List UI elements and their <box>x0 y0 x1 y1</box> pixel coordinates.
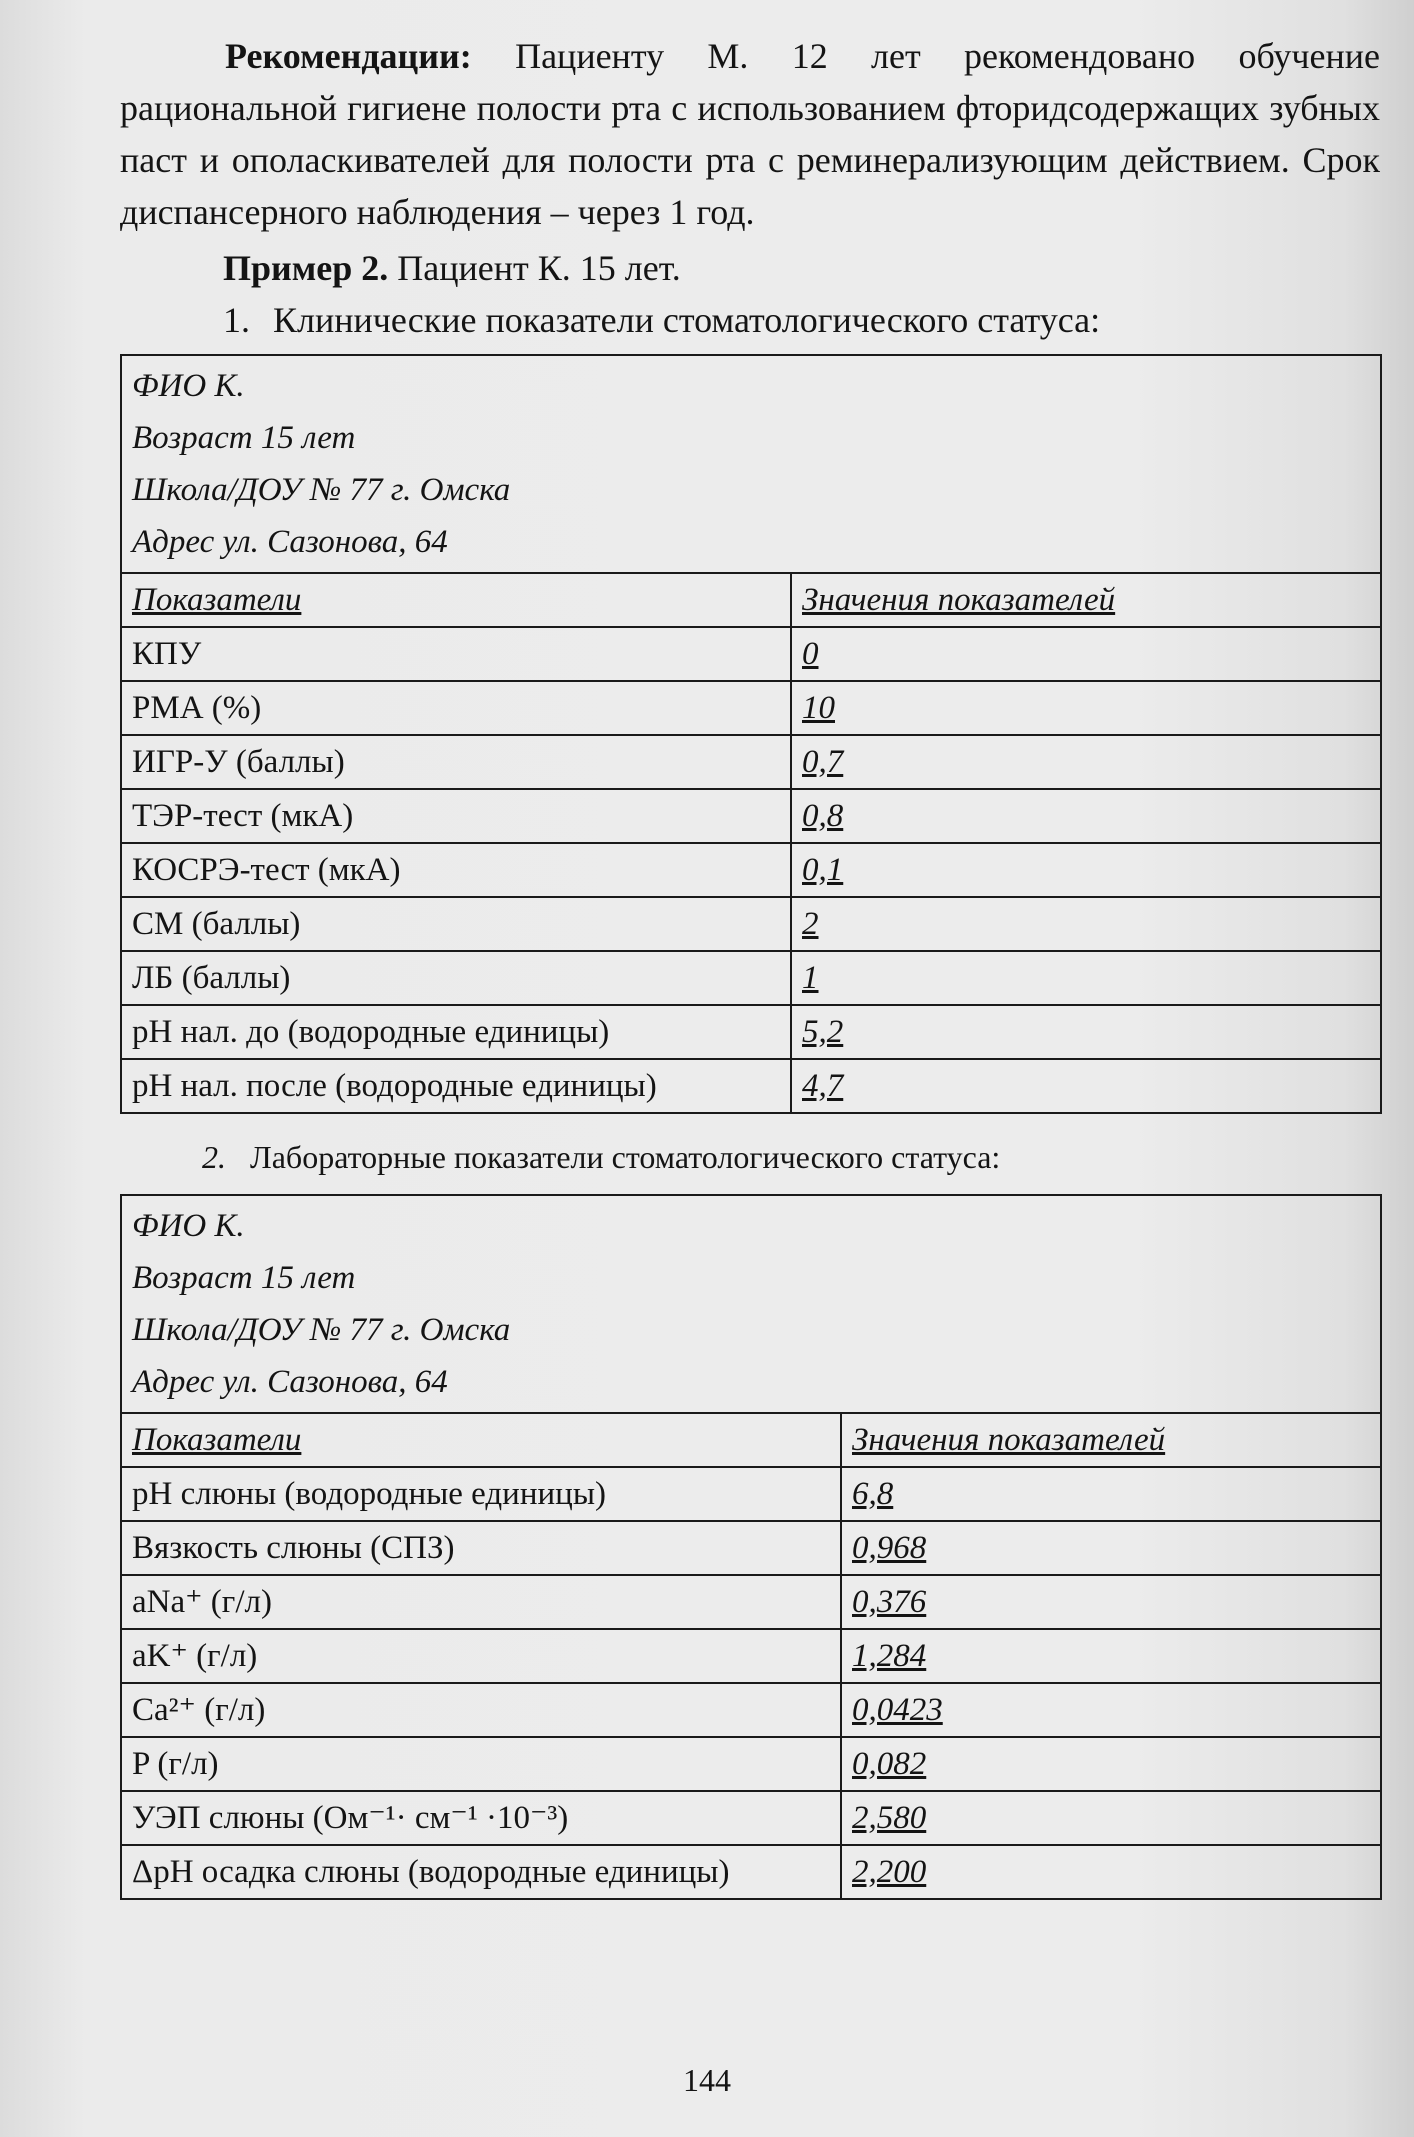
value-cell: 0,7 <box>791 735 1381 789</box>
clinical-table <box>120 354 1382 1114</box>
table-row <box>121 1575 1381 1629</box>
value-cell: 4,7 <box>791 1059 1381 1113</box>
value-cell: 0,0423 <box>841 1683 1381 1737</box>
value-cell: 0,8 <box>791 789 1381 843</box>
value-cell: 2 <box>791 897 1381 951</box>
table-row <box>121 1791 1381 1845</box>
indicator-cell: pH нал. до (водородные единицы) <box>121 1005 791 1059</box>
table-row <box>121 1683 1381 1737</box>
table-row <box>121 1521 1381 1575</box>
indicator-cell: pH нал. после (водородные единицы) <box>121 1059 791 1113</box>
patient-info-row <box>121 355 1381 573</box>
value-cell: 10 <box>791 681 1381 735</box>
value-cell: 6,8 <box>841 1467 1381 1521</box>
table-row <box>121 951 1381 1005</box>
table-row <box>121 627 1381 681</box>
section-1-number: 1. <box>223 300 250 340</box>
table-row <box>121 1005 1381 1059</box>
indicator-cell: ИГР-У (баллы) <box>121 735 791 789</box>
example-heading <box>223 242 1380 294</box>
example-text: Пациент К. 15 лет. <box>388 248 681 288</box>
value-cell: 1 <box>791 951 1381 1005</box>
section-2-title: Лабораторные показатели стоматологического статуса: <box>250 1139 1001 1175</box>
patient-age: Возраст 15 лет <box>132 420 356 456</box>
page-number: 144 <box>683 2062 731 2098</box>
table-row <box>121 1629 1381 1683</box>
patient-address: Адрес ул. Сазонова, 64 <box>132 1364 448 1400</box>
lab-table <box>120 1194 1382 1900</box>
indicator-cell: ЛБ (баллы) <box>121 951 791 1005</box>
recommendation-paragraph <box>120 30 1380 238</box>
table-row <box>121 681 1381 735</box>
table-header-row <box>121 573 1381 627</box>
value-cell: 1,284 <box>841 1629 1381 1683</box>
table-row <box>121 1059 1381 1113</box>
indicator-cell: aNa⁺ (г/л) <box>121 1575 841 1629</box>
indicator-cell: СМ (баллы) <box>121 897 791 951</box>
header-value: Значения показателей <box>791 573 1381 627</box>
section-2-heading <box>202 1134 1380 1180</box>
patient-school: Школа/ДОУ № 77 г. Омска <box>132 472 511 508</box>
table-row <box>121 735 1381 789</box>
indicator-cell: Вязкость слюны (СПЗ) <box>121 1521 841 1575</box>
value-cell: 5,2 <box>791 1005 1381 1059</box>
recommendation-label: Рекомендации: <box>225 36 472 76</box>
recommendation-text: Пациенту М. 12 лет рекомендовано обучение рациональной гигиене полости рта с использованием фторидсодержащих зубных паст и ополаскивателей для полости рта с реминерализующим действием. Срок диспансерного наблюдения – через 1 год. <box>120 36 1380 232</box>
section-1-heading <box>223 294 1380 346</box>
patient-name: ФИО К. <box>132 368 245 404</box>
indicator-cell: РМА (%) <box>121 681 791 735</box>
patient-address: Адрес ул. Сазонова, 64 <box>132 524 448 560</box>
example-label: Пример 2. <box>223 248 389 288</box>
indicator-cell: ΔрН осадка слюны (водородные единицы) <box>121 1845 841 1899</box>
header-indicator: Показатели <box>121 1413 841 1467</box>
value-cell: 0,376 <box>841 1575 1381 1629</box>
value-cell: 2,200 <box>841 1845 1381 1899</box>
patient-info-row <box>121 1195 1381 1413</box>
table-row <box>121 843 1381 897</box>
value-cell: 0,968 <box>841 1521 1381 1575</box>
indicator-cell: aK⁺ (г/л) <box>121 1629 841 1683</box>
patient-info-cell <box>121 355 1381 573</box>
indicator-cell: P (г/л) <box>121 1737 841 1791</box>
section-2-number: 2. <box>202 1139 226 1175</box>
patient-name: ФИО К. <box>132 1208 245 1244</box>
value-cell: 2,580 <box>841 1791 1381 1845</box>
indicator-cell: Ca²⁺ (г/л) <box>121 1683 841 1737</box>
indicator-cell: pH слюны (водородные единицы) <box>121 1467 841 1521</box>
table-row <box>121 789 1381 843</box>
table-header-row <box>121 1413 1381 1467</box>
patient-info-cell <box>121 1195 1381 1413</box>
header-value: Значения показателей <box>841 1413 1381 1467</box>
section-1-title: Клинические показатели стоматологического статуса: <box>273 300 1101 340</box>
table-row <box>121 897 1381 951</box>
value-cell: 0 <box>791 627 1381 681</box>
table-row <box>121 1467 1381 1521</box>
page-content <box>120 30 1380 1900</box>
value-cell: 0,082 <box>841 1737 1381 1791</box>
patient-age: Возраст 15 лет <box>132 1260 356 1296</box>
table-row <box>121 1737 1381 1791</box>
patient-school: Школа/ДОУ № 77 г. Омска <box>132 1312 511 1348</box>
indicator-cell: КОСРЭ-тест (мкА) <box>121 843 791 897</box>
indicator-cell: КПУ <box>121 627 791 681</box>
indicator-cell: ТЭР-тест (мкА) <box>121 789 791 843</box>
table-row <box>121 1845 1381 1899</box>
value-cell: 0,1 <box>791 843 1381 897</box>
indicator-cell: УЭП слюны (Ом⁻¹· см⁻¹ ·10⁻³) <box>121 1791 841 1845</box>
header-indicator: Показатели <box>121 573 791 627</box>
